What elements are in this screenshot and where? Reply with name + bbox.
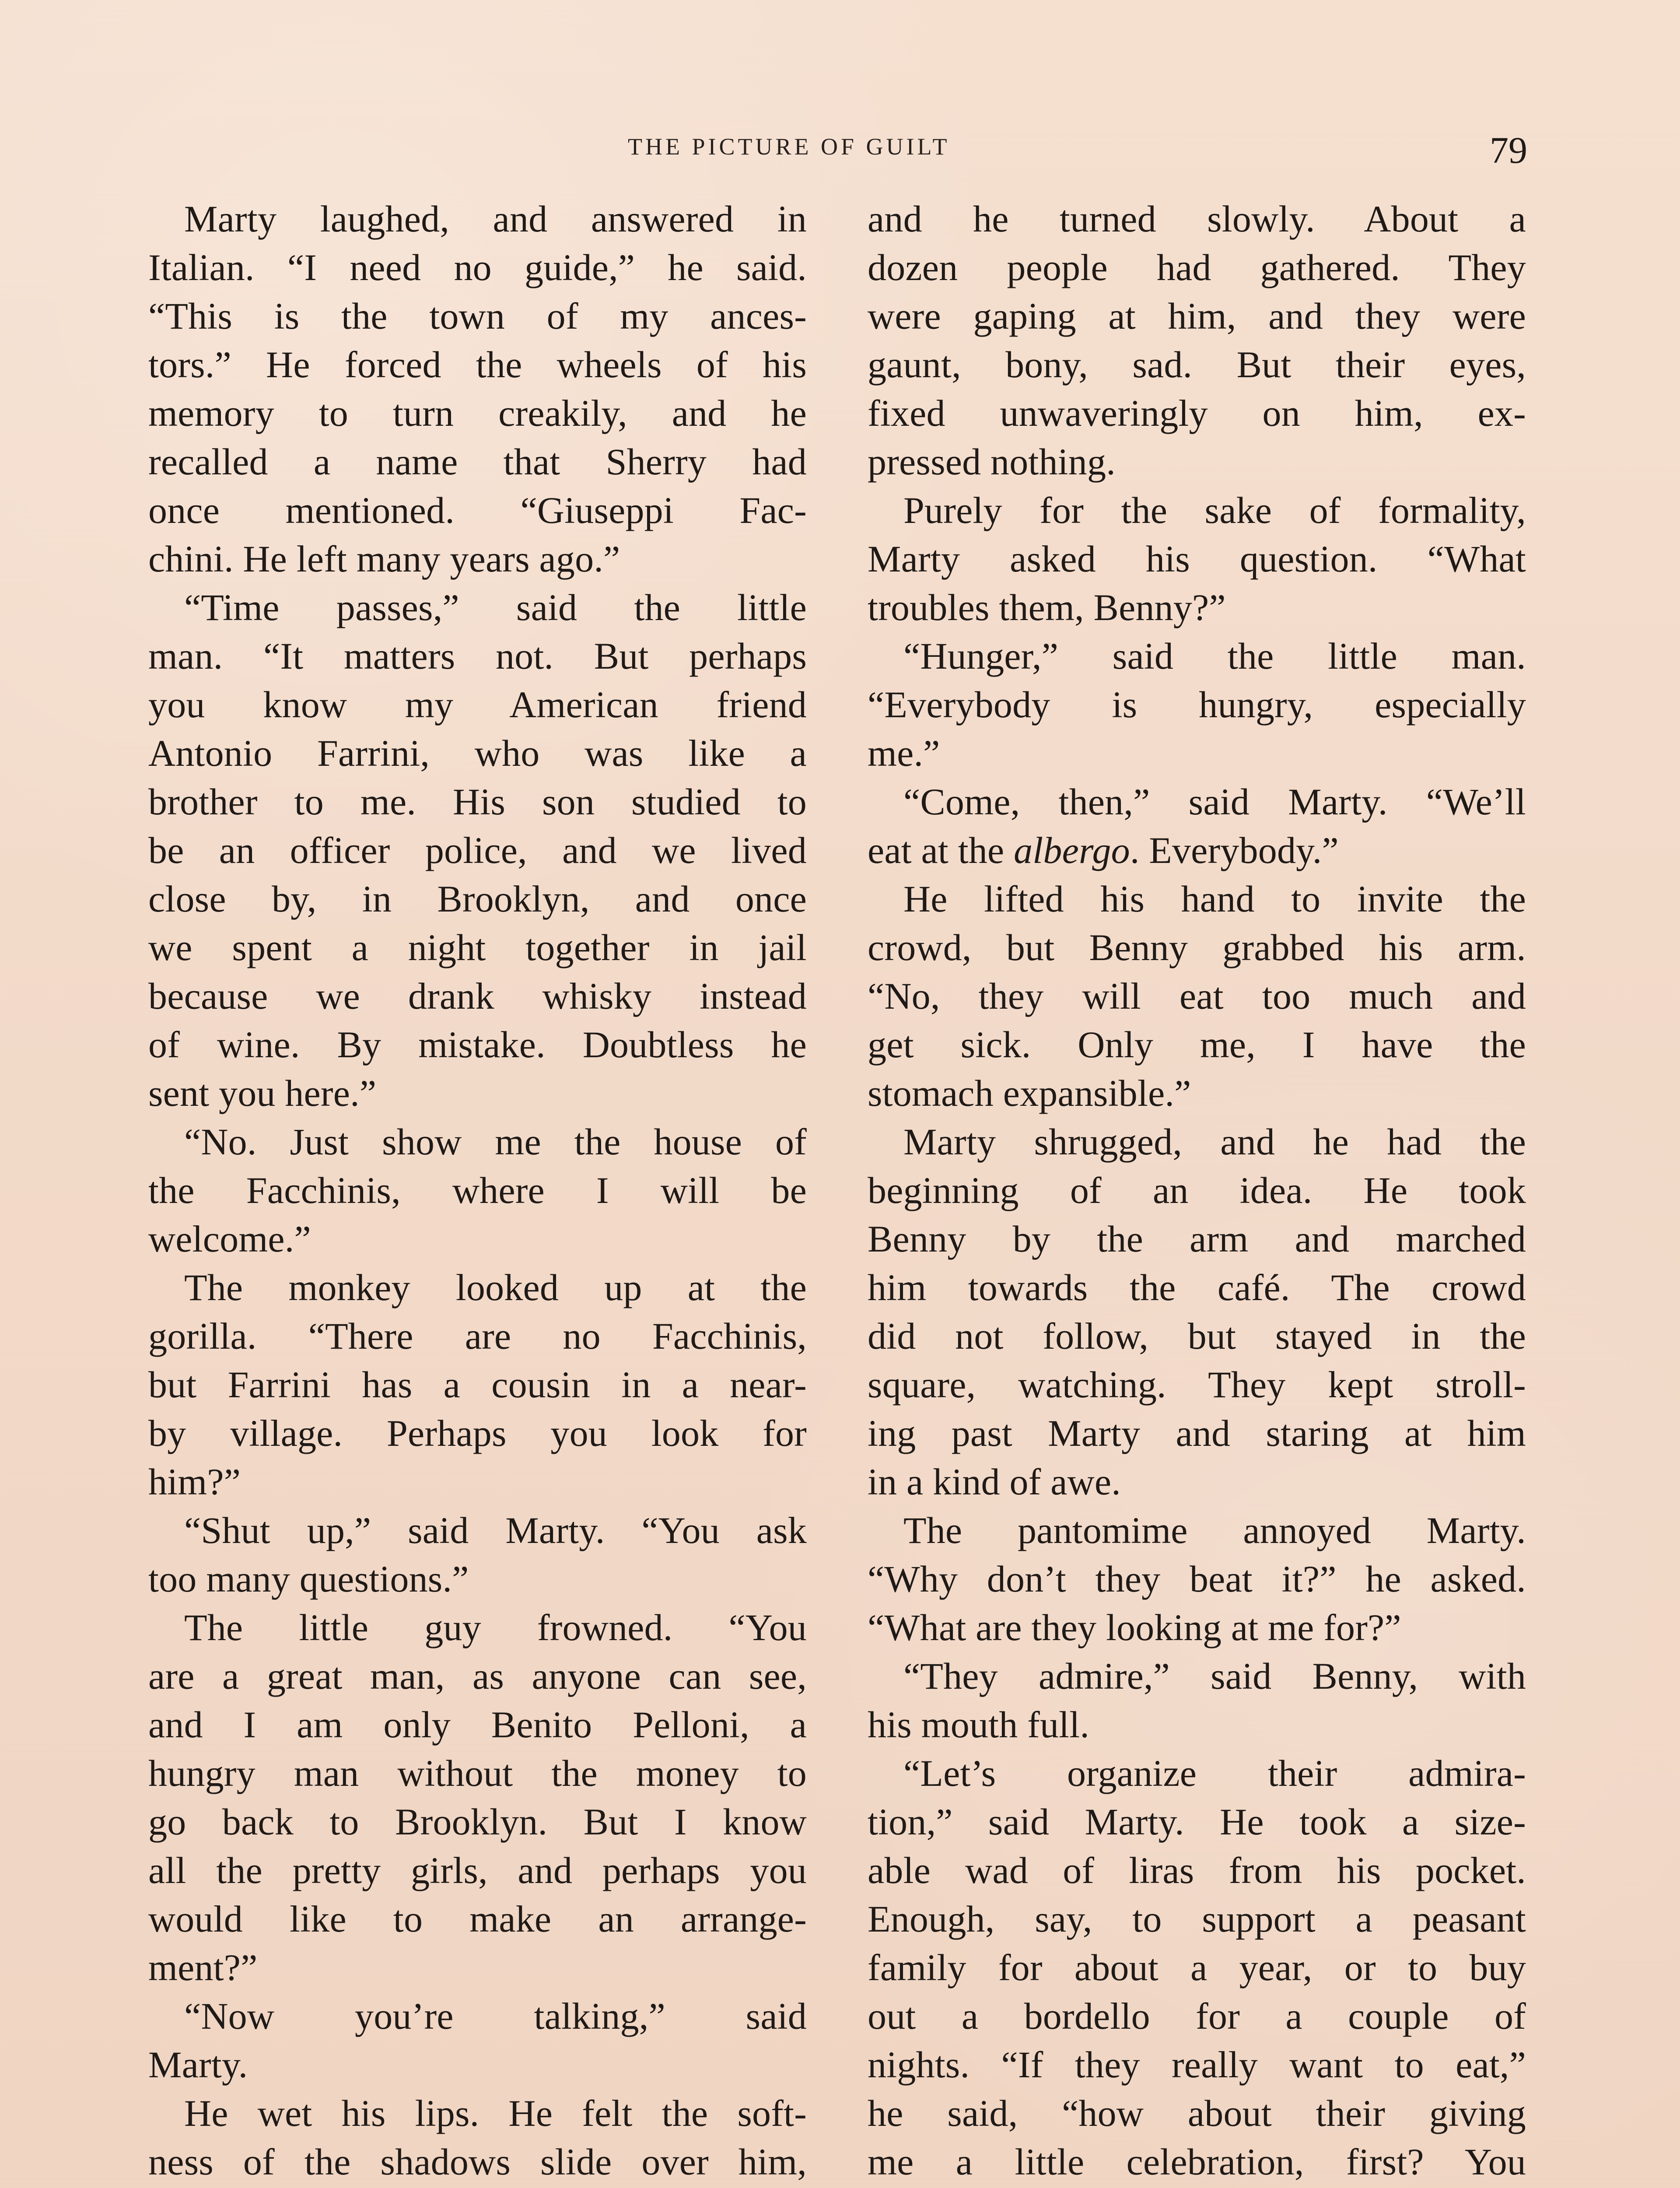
left-text-line: “Shut up,” said Marty. “You ask (184, 1509, 807, 1551)
right-text-line: able wad of liras from his pocket. (868, 1849, 1526, 1891)
right-text-line: in a kind of awe. (868, 1461, 1121, 1503)
left-text-line: brother to me. His son studied to (148, 781, 807, 823)
right-text-line: crowd, but Benny grabbed his arm. (868, 926, 1526, 968)
left-text-line: be an officer police, and we lived (148, 829, 807, 871)
left-text-line: tors.” He forced the wheels of his (148, 344, 807, 386)
right-text-line: Marty shrugged, and he had the (903, 1121, 1526, 1163)
left-text-line: “Now you’re talking,” said (184, 1995, 807, 2037)
right-text-line: The pantomime annoyed Marty. (903, 1509, 1526, 1551)
left-text-line: of wine. By mistake. Doubtless he (148, 1024, 807, 1066)
right-text-line: pressed nothing. (868, 441, 1116, 483)
left-text-line: recalled a name that Sherry had (148, 441, 807, 483)
right-text-line: Marty asked his question. “What (868, 538, 1526, 580)
left-text-line: welcome.” (148, 1218, 311, 1260)
right-text-line: me.” (868, 732, 940, 774)
left-text-line: and I am only Benito Pelloni, a (148, 1704, 807, 1746)
right-text-line: eat at the albergo. Everybody.” (868, 829, 1339, 871)
right-text-line: dozen people had gathered. They (868, 246, 1526, 288)
right-text-line: beginning of an idea. He took (868, 1169, 1526, 1211)
left-text-line: too many questions.” (148, 1558, 469, 1600)
right-text-line: He lifted his hand to invite the (903, 878, 1526, 920)
right-text-line: were gaping at him, and they were (868, 295, 1526, 337)
right-text-line: him towards the café. The crowd (868, 1266, 1526, 1308)
right-text-line: out a bordello for a couple of (868, 1995, 1526, 2037)
right-text-line: “Everybody is hungry, especially (868, 684, 1526, 726)
left-text-line: He wet his lips. He felt the soft- (184, 2092, 807, 2134)
right-text-line: “No, they will eat too much and (868, 975, 1526, 1017)
left-text-line: chini. He left many years ago.” (148, 538, 620, 580)
left-text-line: go back to Brooklyn. But I know (148, 1801, 807, 1843)
left-text-line: sent you here.” (148, 1072, 377, 1114)
left-text-line: but Farrini has a cousin in a near- (148, 1364, 807, 1406)
right-text-line: “Why don’t they beat it?” he asked. (868, 1558, 1526, 1600)
right-text-line: “Hunger,” said the little man. (903, 635, 1526, 677)
right-text-line: “Let’s organize their admira- (903, 1752, 1526, 1794)
right-text-line: and he turned slowly. About a (868, 198, 1526, 240)
left-text-line: are a great man, as anyone can see, (148, 1655, 807, 1697)
left-text-line: once mentioned. “Giuseppi Fac- (148, 489, 807, 531)
right-text-line: his mouth full. (868, 1704, 1090, 1746)
left-text-line: you know my American friend (148, 684, 807, 726)
left-text-line: would like to make an arrange- (148, 1898, 807, 1940)
left-text-line: him?” (148, 1461, 241, 1503)
right-text-line: did not follow, but stayed in the (868, 1315, 1526, 1357)
right-text-line: “What are they looking at me for?” (868, 1606, 1401, 1648)
left-text-line: Marty. (148, 2044, 248, 2086)
left-text-line: “Time passes,” said the little (184, 586, 807, 628)
left-text-line: “No. Just show me the house of (184, 1121, 807, 1163)
right-text-line: “They admire,” said Benny, with (903, 1655, 1526, 1697)
right-text-line: troubles them, Benny?” (868, 586, 1226, 628)
right-text-line: Enough, say, to support a peasant (868, 1898, 1526, 1940)
right-text-line: “Come, then,” said Marty. “We’ll (903, 781, 1526, 823)
right-text-line: tion,” said Marty. He took a size- (868, 1801, 1526, 1843)
right-text-line: fixed unwaveringly on him, ex- (868, 392, 1526, 434)
left-text-line: gorilla. “There are no Facchinis, (148, 1315, 807, 1357)
right-text-column (868, 195, 1526, 2186)
right-text-line: Benny by the arm and marched (868, 1218, 1526, 1260)
right-text-line: Purely for the sake of formality, (903, 489, 1526, 531)
left-text-line: by village. Perhaps you look for (148, 1412, 807, 1454)
left-text-line: Italian. “I need no guide,” he said. (148, 246, 807, 288)
right-text-line: he said, “how about their giving (868, 2092, 1526, 2134)
running-head: THE PICTURE OF GUILT (628, 133, 950, 160)
left-text-line: ness of the shadows slide over him, (148, 2141, 807, 2183)
left-text-line: Marty laughed, and answered in (184, 198, 807, 240)
right-text-line: family for about a year, or to buy (868, 1946, 1526, 1988)
left-text-line: The little guy frowned. “You (184, 1606, 807, 1648)
right-text-line: square, watching. They kept stroll- (868, 1364, 1526, 1406)
left-text-line: The monkey looked up at the (184, 1266, 807, 1308)
left-text-line: hungry man without the money to (148, 1752, 807, 1794)
right-text-line: ing past Marty and staring at him (868, 1412, 1526, 1454)
right-text-line: gaunt, bony, sad. But their eyes, (868, 344, 1526, 386)
right-text-line: stomach expansible.” (868, 1072, 1191, 1114)
left-text-line: close by, in Brooklyn, and once (148, 878, 807, 920)
right-text-line: get sick. Only me, I have the (868, 1024, 1526, 1066)
page-number: 79 (1490, 129, 1527, 171)
left-text-line: we spent a night together in jail (148, 926, 807, 968)
left-text-column (148, 195, 807, 2186)
left-text-line: because we drank whisky instead (148, 975, 807, 1017)
left-text-line: man. “It matters not. But perhaps (148, 635, 807, 677)
left-text-line: Antonio Farrini, who was like a (148, 732, 807, 774)
left-text-line: ment?” (148, 1946, 258, 1988)
right-text-line: nights. “If they really want to eat,” (868, 2044, 1526, 2086)
right-text-line: me a little celebration, first? You (868, 2141, 1526, 2183)
left-text-line: all the pretty girls, and perhaps you (148, 1849, 807, 1891)
left-text-line: memory to turn creakily, and he (148, 392, 807, 434)
left-text-line: “This is the town of my ances- (148, 295, 807, 337)
left-text-line: the Facchinis, where I will be (148, 1169, 807, 1211)
page-header (0, 131, 1680, 171)
italic-word: albergo (1014, 829, 1130, 871)
